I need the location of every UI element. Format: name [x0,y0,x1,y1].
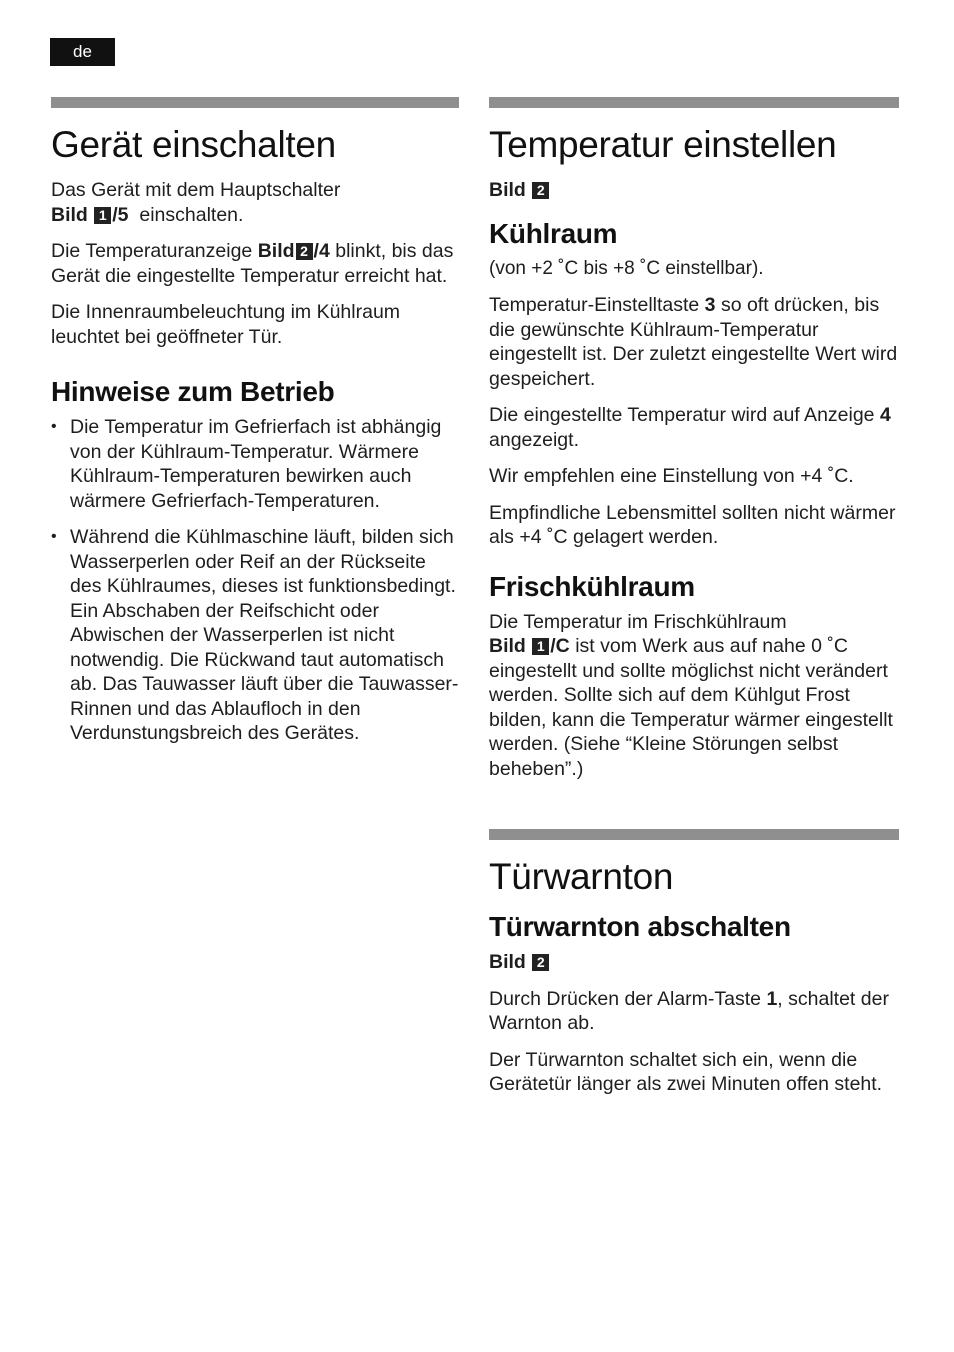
paragraph-alarm-taste: Durch Drücken der Alarm-Taste 1, schaltet der Warnton ab. [489,987,889,1034]
section-title-hinweise: Hinweise zum Betrieb [51,376,335,407]
paragraph-tuerwarnton: Der Türwarnton schaltet sich ein, wenn die Gerätetür länger als zwei Minuten offen steht. [489,1048,883,1095]
list-item: • Während die Kühlmaschine läuft, bilden sich Wasserperlen oder Reif an der Rückseite des Kühlraumes, dieses ist funktionsbedingt. Ein Abschaben der Reifschicht oder Abwischen der Wasserperlen ist nicht notwendig. Die Rückwand taut automatisch ab. Das Tauwasser läuft über die Tauwasser-Rinnen und das Ablaufloch in den Verdunstungsbreich des Gerätes. [51,525,459,746]
figure-number-box: 2 [532,954,549,971]
bild-label: Bild [51,203,88,226]
paragraph-anzeige: Die eingestellte Temperatur wird auf Anzeige 4 angezeigt. [489,404,891,451]
figure-reference-line [489,950,899,975]
bild-label: Bild [257,240,295,262]
bild-label: Bild [489,951,526,973]
paragraph-frischkuehlraum: Die Temperatur im Frischkühlraum Bild 1 /C ist vom Werk aus auf nahe 0 ˚C eingestellt und sollte möglichst nicht verändert werden. Sollte sich auf dem Kühlgut Frost bilden, kann die Temperatur wärmer eingestellt werden. (Siehe “Kleine Störungen selbst beheben”.) [489,610,893,780]
right-column [489,97,899,1109]
figure-reference: /4 [313,240,330,262]
paragraph-hauptschalter: Das Gerät mit dem Hauptschalter Bild 1 /5 einschalten. [51,179,341,226]
section-title-tuerwarnton: Türwarnton [489,856,674,897]
subsection-title-kuehlraum: Kühlraum [489,217,618,249]
figure-reference: /C [550,635,570,657]
list-item: • Die Temperatur im Gefrierfach ist abhängig von der Kühlraum-Temperatur. Wärmere Kühlraum-Temperaturen bewirken auch wärmere Gefrierfach-Temperaturen. [51,415,459,513]
left-column [51,97,459,758]
section-rule [489,97,899,108]
figure-number-box: 2 [296,243,313,260]
figure-number-box: 2 [532,182,549,199]
figure-reference: /5 [112,203,129,226]
section-rule [51,97,459,108]
figure-number-box: 1 [94,207,111,224]
paragraph-einstelltaste: Temperatur-Einstelltaste 3 so oft drücken, bis die gewünschte Kühlraum-Temperatur eingestellt ist. Der zuletzt eingestellte Wert wird gespeichert. [489,294,898,390]
subsection-title-tuerwarnton-abschalten: Türwarnton abschalten [489,911,791,942]
hints-list [51,415,459,746]
paragraph-innenraumbeleuchtung: Die Innenraumbeleuchtung im Kühlraum leuchtet bei geöffneter Tür. [51,301,401,348]
language-tag: de [50,38,115,66]
section-rule [489,829,899,840]
bild-label: Bild [489,635,526,657]
figure-reference-line [489,178,899,203]
section-title-geraet-einschalten: Gerät einschalten [51,124,336,165]
figure-number-box: 1 [532,638,549,655]
paragraph-empfehlung: Wir empfehlen eine Einstellung von +4 ˚C. [489,465,854,487]
paragraph-temperaturanzeige: Die Temperaturanzeige Bild 2 /4 blinkt, bis das Gerät die eingestellte Temperatur erreicht hat. [51,240,454,287]
bild-label: Bild [489,179,526,201]
subsection-title-frischkuehlraum: Frischkühlraum [489,570,695,602]
paragraph-lebensmittel: Empfindliche Lebensmittel sollten nicht wärmer als +4 ˚C gelagert werden. [489,501,896,548]
section-title-temperatur-einstellen: Temperatur einstellen [489,124,837,165]
paragraph-range: (von +2 ˚C bis +8 ˚C einstellbar). [489,257,764,279]
